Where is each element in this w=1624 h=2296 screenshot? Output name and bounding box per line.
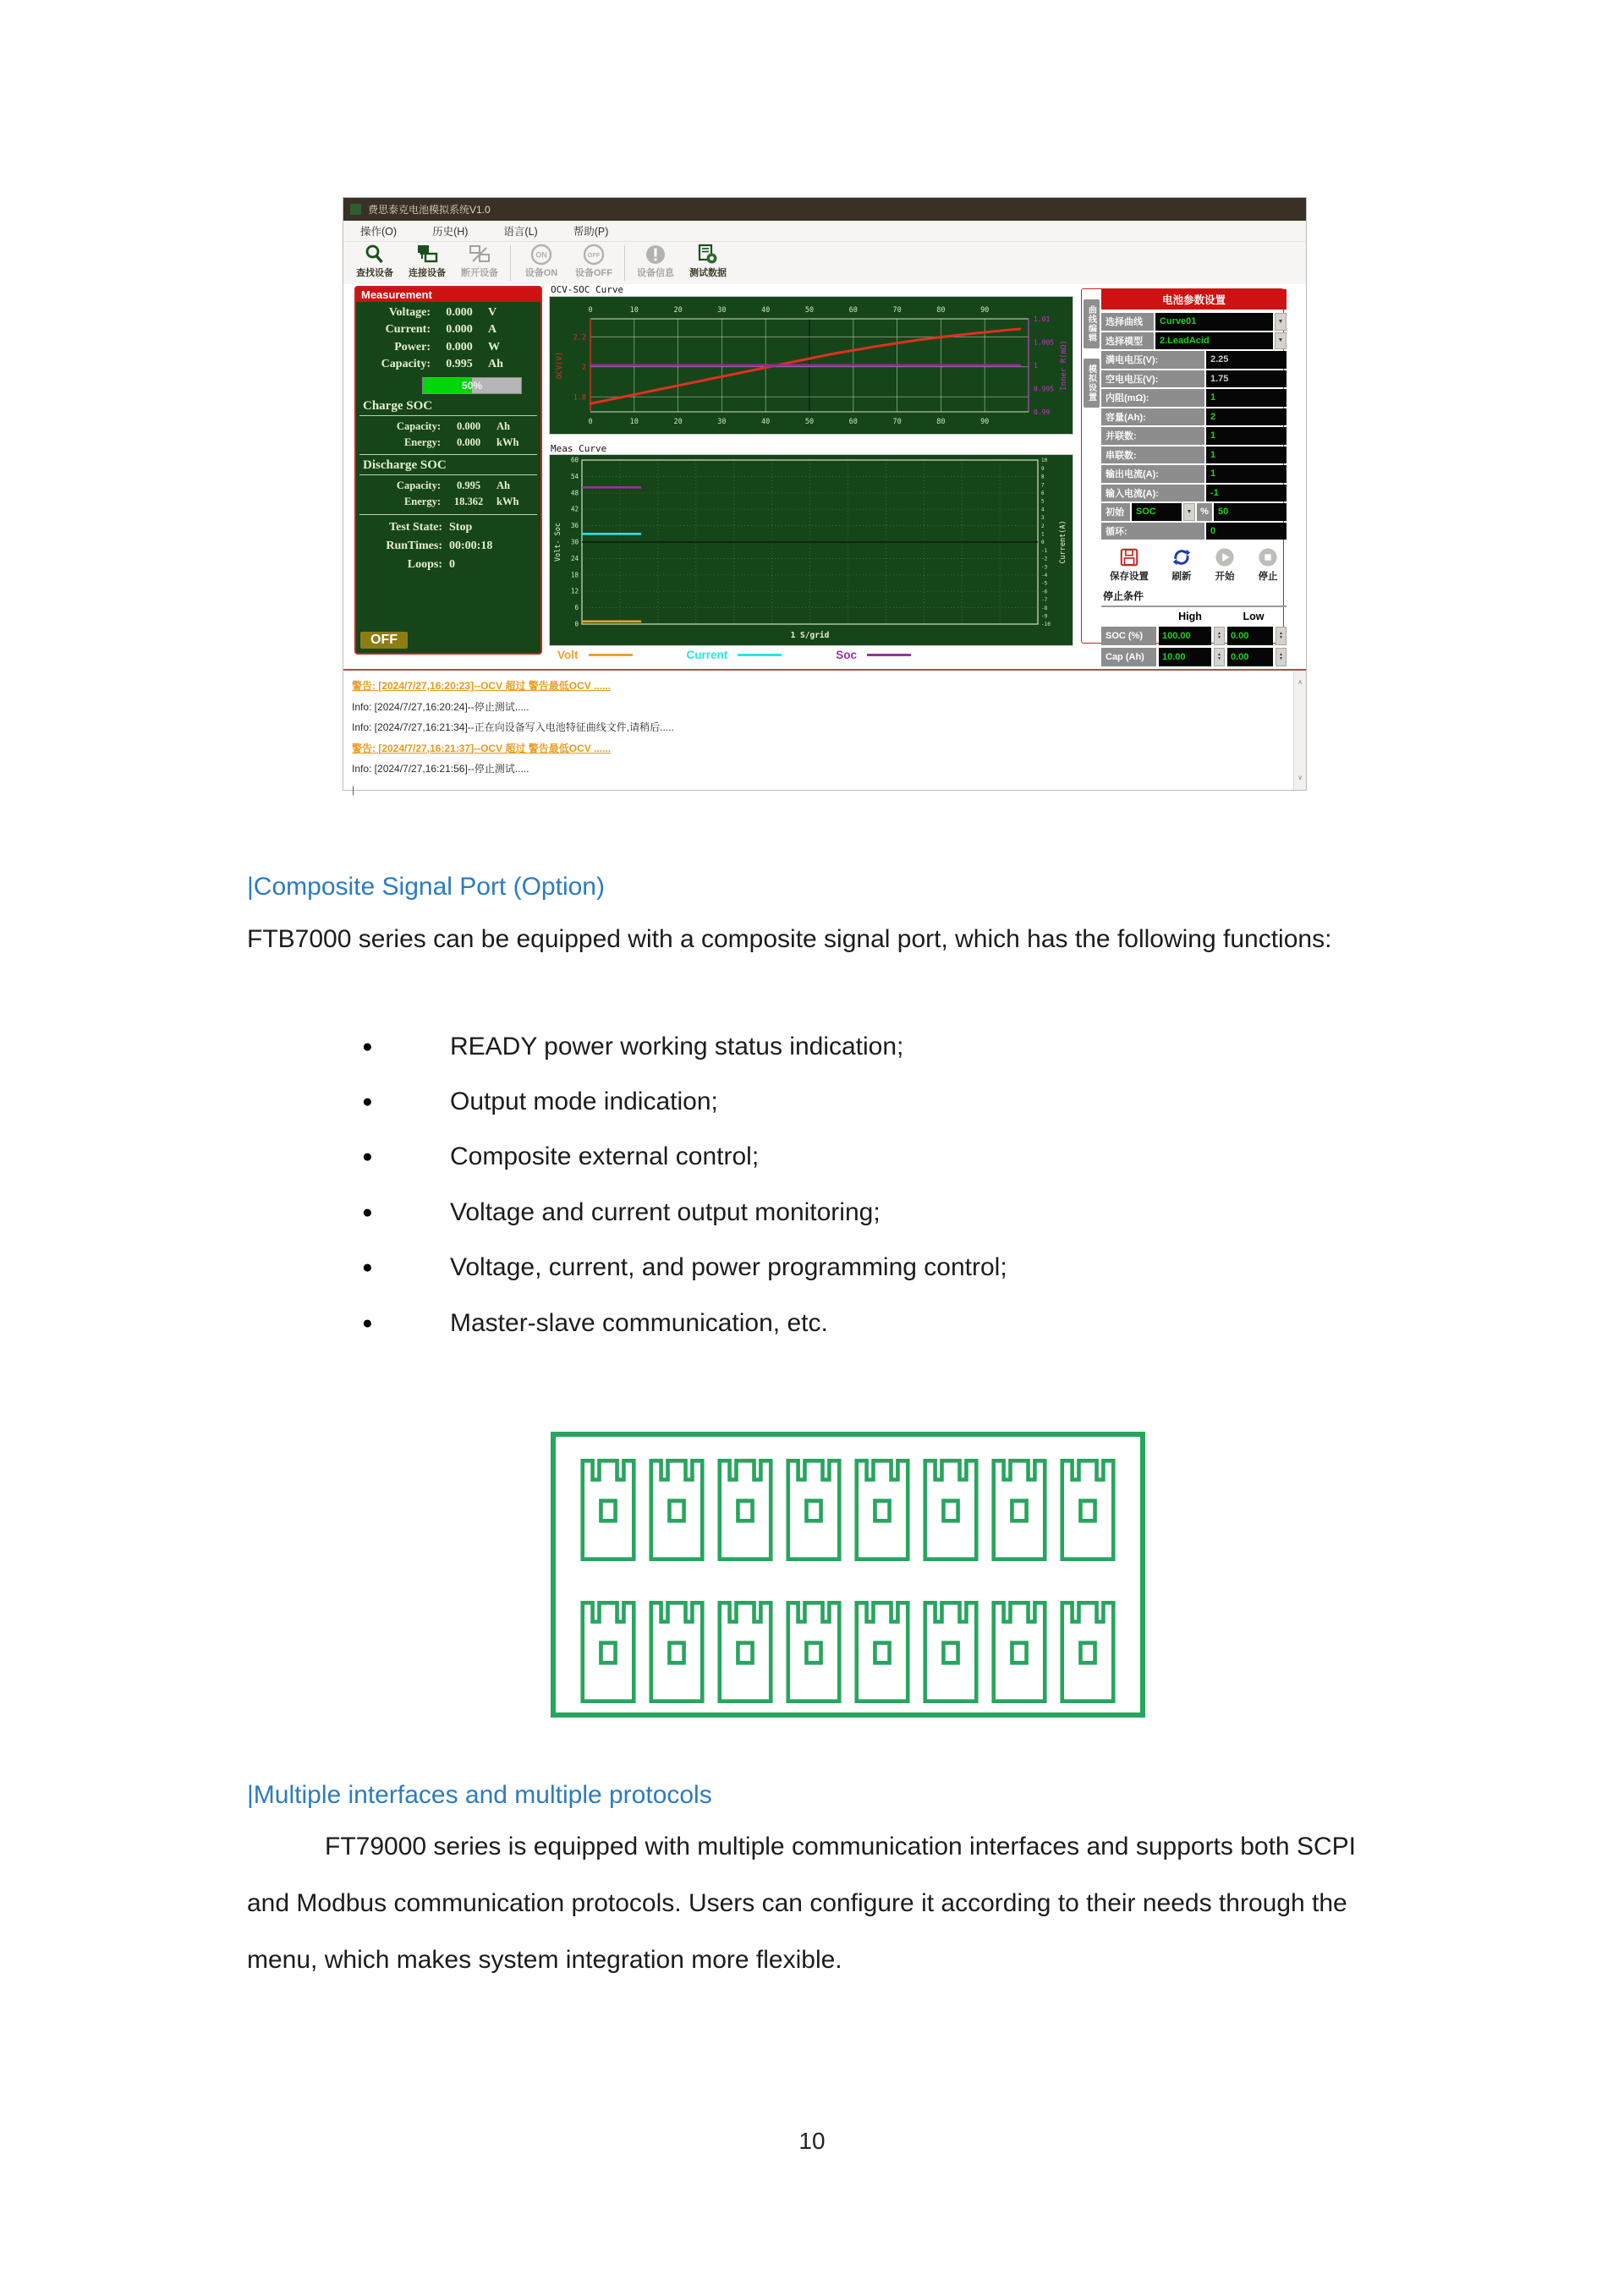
svg-text:10: 10 bbox=[629, 306, 639, 315]
bullet-text: Voltage, current, and power programming control; bbox=[450, 1253, 1007, 1282]
chevron-down-icon[interactable]: ▼ bbox=[1183, 503, 1195, 521]
divider bbox=[359, 415, 537, 416]
svg-text:12: 12 bbox=[570, 587, 579, 595]
toolbar-button-5[interactable] bbox=[629, 244, 682, 279]
row-label: Capacity: bbox=[396, 479, 441, 491]
svg-text:-3: -3 bbox=[1041, 564, 1048, 571]
svg-text:1 S/grid: 1 S/grid bbox=[790, 631, 830, 640]
svg-text:OFF: OFF bbox=[587, 251, 601, 259]
svg-text:Volt- Soc: Volt- Soc bbox=[554, 522, 562, 562]
composite-port-connector-diagram bbox=[550, 1431, 1146, 1718]
settings-value-field[interactable]: 1 bbox=[1206, 465, 1287, 483]
settings-label: 输出电流(A): bbox=[1101, 465, 1204, 483]
toolbar-button-3[interactable] bbox=[515, 244, 568, 279]
svg-text:70: 70 bbox=[892, 418, 902, 426]
svg-text:0: 0 bbox=[1041, 540, 1045, 546]
toolbar-button-2[interactable] bbox=[453, 244, 506, 279]
charge-soc-header: Charge SOC bbox=[363, 399, 433, 413]
divider bbox=[359, 454, 537, 455]
save-icon bbox=[1119, 547, 1139, 567]
spinner-control[interactable]: ▲ ▼ bbox=[1276, 648, 1287, 666]
bullet-text: Master-slave communication, etc. bbox=[450, 1308, 828, 1337]
toolbar-button-0[interactable] bbox=[348, 244, 401, 279]
soc-progress-bar bbox=[422, 377, 522, 394]
settings-row-5 bbox=[1101, 408, 1287, 426]
settings-row-8 bbox=[1101, 465, 1287, 483]
connect-icon bbox=[416, 244, 438, 266]
settings-button-label: 刷新 bbox=[1171, 572, 1192, 582]
row-label: Energy: bbox=[403, 496, 441, 507]
measurement-row bbox=[356, 492, 540, 508]
list-item bbox=[362, 1130, 1007, 1185]
svg-text:1.8: 1.8 bbox=[573, 393, 586, 403]
spacer bbox=[1101, 611, 1157, 622]
app-title: 费思泰克电池模拟系统V1.0 bbox=[368, 204, 491, 216]
svg-text:30: 30 bbox=[717, 306, 727, 315]
menu-item-1[interactable]: 历史(H) bbox=[432, 226, 469, 238]
measurement-row bbox=[356, 337, 540, 354]
row-value: 0.000 bbox=[446, 305, 473, 319]
svg-text:3: 3 bbox=[1041, 515, 1045, 522]
bullet-icon: ● bbox=[362, 1312, 373, 1333]
divider bbox=[359, 514, 537, 515]
settings-dropdown[interactable]: Curve01 bbox=[1155, 313, 1273, 331]
charts-column bbox=[549, 284, 1072, 669]
toolbar bbox=[343, 242, 1306, 285]
settings-button-label: 停止 bbox=[1258, 572, 1278, 582]
page-number: 10 bbox=[798, 2128, 826, 2154]
discharge-soc-header: Discharge SOC bbox=[363, 458, 447, 472]
settings-tab-0[interactable]: 曲线编辑 bbox=[1084, 299, 1100, 348]
row-unit: kWh bbox=[497, 436, 519, 448]
svg-text:40: 40 bbox=[761, 306, 771, 315]
settings-label: 选择曲线 bbox=[1101, 313, 1154, 331]
section-heading-multiple-interfaces: |Multiple interfaces and multiple protocols bbox=[247, 1781, 712, 1809]
app-main bbox=[343, 284, 1306, 669]
settings-value-field[interactable]: 1 bbox=[1206, 389, 1287, 407]
row-unit: A bbox=[488, 323, 497, 336]
feature-bullet-list bbox=[362, 1019, 1007, 1351]
svg-text:54: 54 bbox=[570, 472, 579, 480]
menu-item-2[interactable]: 语言(L) bbox=[503, 226, 538, 238]
row-unit: Ah bbox=[497, 420, 510, 432]
svg-text:60: 60 bbox=[848, 418, 858, 426]
settings-label: 输入电流(A): bbox=[1101, 485, 1204, 502]
row-unit: Ah bbox=[488, 358, 503, 370]
svg-text:7: 7 bbox=[1041, 482, 1045, 489]
soc-progress-label: 50% bbox=[461, 380, 483, 392]
svg-text:1: 1 bbox=[1041, 531, 1045, 538]
toolbar-button-6[interactable] bbox=[682, 244, 734, 279]
svg-text:ON: ON bbox=[535, 250, 547, 260]
stop-icon bbox=[1258, 547, 1278, 567]
svg-text:0: 0 bbox=[588, 418, 593, 426]
svg-text:50: 50 bbox=[804, 418, 815, 426]
row-value: 0.000 bbox=[456, 420, 481, 432]
menu-item-0[interactable]: 操作(O) bbox=[360, 226, 398, 238]
svg-text:90: 90 bbox=[980, 418, 990, 426]
low-column-label: Low bbox=[1243, 611, 1265, 622]
svg-text:Inner R(mΩ): Inner R(mΩ) bbox=[1060, 340, 1068, 391]
toolbar-button-label: 设备ON bbox=[524, 268, 558, 278]
toolbar-button-label: 测试数据 bbox=[689, 268, 727, 278]
svg-text:20: 20 bbox=[673, 306, 683, 315]
settings-value-field[interactable]: 0 bbox=[1206, 523, 1287, 540]
settings-label: 初始 bbox=[1101, 503, 1130, 521]
settings-tab-1[interactable]: 模拟设置 bbox=[1084, 359, 1100, 408]
list-item bbox=[362, 1241, 1007, 1296]
row-value: 0 bbox=[449, 558, 455, 571]
measurement-rows bbox=[356, 302, 540, 371]
settings-row-10 bbox=[1101, 503, 1287, 521]
svg-text:70: 70 bbox=[892, 306, 902, 315]
svg-text:50: 50 bbox=[804, 306, 815, 315]
svg-text:0.99: 0.99 bbox=[1034, 408, 1051, 416]
svg-text:80: 80 bbox=[936, 418, 946, 426]
svg-text:Current(A): Current(A) bbox=[1059, 520, 1067, 564]
svg-text:40: 40 bbox=[761, 418, 771, 426]
row-value: 0.995 bbox=[456, 479, 481, 491]
svg-text:-2: -2 bbox=[1041, 556, 1048, 562]
settings-value-field[interactable]: 2 bbox=[1206, 408, 1287, 426]
output-off-badge: OFF bbox=[360, 632, 408, 649]
svg-text:20: 20 bbox=[673, 418, 683, 426]
log-lines bbox=[352, 676, 1289, 780]
paragraph-ftb7000: FTB7000 series can be equipped with a composite signal port, which has the following functions: bbox=[247, 925, 1332, 953]
settings-row-4 bbox=[1101, 389, 1287, 407]
stop-conditions-title: 停止条件 bbox=[1101, 586, 1287, 607]
svg-text:90: 90 bbox=[980, 306, 990, 315]
svg-text:-4: -4 bbox=[1041, 573, 1048, 578]
row-label: Loops: bbox=[407, 558, 442, 571]
measurement-row bbox=[356, 320, 540, 337]
svg-text:6: 6 bbox=[1041, 490, 1045, 496]
row-label: RunTimes: bbox=[386, 540, 442, 552]
low-value-field[interactable]: 0.00 bbox=[1227, 627, 1273, 645]
battery-sim-app-window bbox=[343, 197, 1307, 796]
settings-label: 空电电压(V): bbox=[1101, 370, 1204, 388]
toolbar-button-label: 连接设备 bbox=[409, 268, 446, 278]
row-unit: W bbox=[488, 340, 500, 353]
svg-text:60: 60 bbox=[570, 456, 579, 464]
meas-chart bbox=[549, 454, 1073, 646]
settings-dropdown[interactable]: 2.LeadAcid bbox=[1155, 332, 1273, 350]
toolbar-separator bbox=[510, 245, 511, 281]
bullet-text: READY power working status indication; bbox=[450, 1032, 904, 1060]
list-item bbox=[362, 1296, 1007, 1351]
battery-settings-panel bbox=[1081, 288, 1284, 662]
list-item bbox=[362, 1019, 1007, 1074]
svg-text:2: 2 bbox=[1041, 523, 1045, 529]
log-scrollbar[interactable] bbox=[1293, 671, 1306, 790]
settings-label: 容量(Ah): bbox=[1101, 408, 1204, 426]
svg-text:24: 24 bbox=[570, 554, 579, 562]
svg-text:10: 10 bbox=[629, 418, 639, 426]
measurement-row bbox=[356, 433, 540, 449]
row-label: Voltage: bbox=[388, 305, 431, 319]
svg-text:0.995: 0.995 bbox=[1034, 385, 1055, 393]
start-icon bbox=[1215, 547, 1235, 567]
measurement-row bbox=[356, 534, 540, 553]
svg-text:8: 8 bbox=[1041, 474, 1045, 480]
legend-label: Volt bbox=[557, 649, 579, 661]
settings-button-label: 保存设置 bbox=[1110, 572, 1149, 582]
row-label: Power: bbox=[394, 340, 431, 353]
log-warning-line: 警告: [2024/7/27,16:21:37]--OCV 超过 警告最低OCV ...... bbox=[352, 742, 612, 754]
svg-text:48: 48 bbox=[570, 489, 579, 497]
bullet-text: Voltage and current output monitoring; bbox=[450, 1197, 881, 1226]
svg-text:4: 4 bbox=[1041, 507, 1045, 513]
measurement-row bbox=[356, 417, 540, 433]
settings-tabs bbox=[1082, 289, 1100, 666]
search-icon bbox=[364, 244, 386, 266]
device-info-icon bbox=[645, 244, 667, 266]
svg-text:-7: -7 bbox=[1041, 597, 1048, 604]
svg-text:9: 9 bbox=[1041, 465, 1045, 472]
row-value: 0.000 bbox=[456, 436, 481, 448]
chevron-down-icon[interactable]: ▼ bbox=[1275, 332, 1287, 350]
row-label: Test State: bbox=[389, 521, 442, 534]
settings-row-0 bbox=[1101, 313, 1287, 331]
svg-text:18: 18 bbox=[570, 571, 579, 579]
percent-label: % bbox=[1197, 503, 1212, 521]
meas-chart-legend bbox=[557, 649, 911, 661]
toolbar-button-label: 断开设备 bbox=[461, 268, 498, 278]
log-warning-line: 警告: [2024/7/27,16:20:23]--OCV 超过 警告最低OCV ...... bbox=[352, 680, 612, 692]
divider bbox=[359, 474, 537, 475]
legend-line-swatch bbox=[589, 654, 633, 656]
menu-item-3[interactable]: 帮助(P) bbox=[573, 226, 609, 238]
test-state-rows bbox=[356, 516, 540, 572]
settings-button-1[interactable] bbox=[1171, 547, 1192, 583]
svg-text:60: 60 bbox=[848, 306, 858, 315]
measurement-row bbox=[356, 553, 540, 572]
spinner-control[interactable]: ▲ ▼ bbox=[1276, 627, 1287, 645]
spinner-control[interactable]: ▲ ▼ bbox=[1214, 648, 1225, 666]
settings-button-0[interactable] bbox=[1110, 547, 1149, 583]
bullet-text: Composite external control; bbox=[450, 1143, 760, 1171]
measurement-header: Measurement bbox=[356, 288, 540, 302]
device-off-icon bbox=[583, 244, 605, 266]
row-unit: kWh bbox=[497, 496, 519, 507]
settings-label: 并联数: bbox=[1101, 427, 1204, 445]
test-data-icon bbox=[697, 244, 719, 266]
app-icon bbox=[350, 204, 361, 215]
svg-text:0: 0 bbox=[574, 620, 579, 628]
measurement-panel bbox=[354, 286, 542, 655]
bullet-icon: ● bbox=[362, 1036, 373, 1056]
svg-text:-8: -8 bbox=[1041, 605, 1048, 611]
list-item bbox=[362, 1185, 1007, 1240]
svg-text:2.2: 2.2 bbox=[573, 333, 586, 342]
settings-row-7 bbox=[1101, 447, 1287, 464]
settings-rows bbox=[1101, 313, 1287, 540]
ocv-soc-chart bbox=[549, 296, 1073, 435]
log-info-line: Info: [2024/7/27,16:21:34]--正在向设备写入电池特征曲线文件,请稍后..... bbox=[352, 721, 674, 733]
chevron-down-icon[interactable]: ▼ bbox=[1275, 313, 1287, 331]
bullet-icon: ● bbox=[362, 1092, 373, 1112]
svg-text:5: 5 bbox=[1041, 498, 1045, 505]
charge-soc-rows bbox=[356, 417, 540, 449]
menu-bar bbox=[343, 221, 1306, 242]
list-item bbox=[362, 1074, 1007, 1129]
settings-value-field[interactable]: 1.75 bbox=[1206, 370, 1287, 388]
row-unit: V bbox=[488, 305, 497, 319]
settings-header: 电池参数设置 bbox=[1101, 289, 1287, 310]
settings-label: 内阻(mΩ): bbox=[1101, 389, 1204, 407]
settings-label: 循环: bbox=[1101, 523, 1204, 540]
stop-row-label: SOC (%) bbox=[1101, 627, 1156, 645]
row-label: Energy: bbox=[403, 436, 441, 448]
device-on-icon bbox=[530, 244, 552, 266]
stop-condition-row-0 bbox=[1101, 627, 1287, 645]
row-label: Capacity: bbox=[396, 420, 441, 432]
spinner-control[interactable]: ▲ ▼ bbox=[1214, 627, 1225, 645]
svg-text:10: 10 bbox=[1041, 458, 1048, 464]
low-value-field[interactable]: 0.00 bbox=[1227, 648, 1273, 666]
toolbar-button-1[interactable] bbox=[401, 244, 453, 279]
settings-buttons bbox=[1101, 541, 1287, 584]
high-value-field[interactable]: 10.00 bbox=[1159, 648, 1211, 666]
stop-condition-row-1 bbox=[1101, 648, 1287, 666]
settings-row-9 bbox=[1101, 485, 1287, 502]
svg-text:30: 30 bbox=[717, 418, 727, 426]
high-column-label: High bbox=[1178, 611, 1202, 622]
svg-text:-5: -5 bbox=[1041, 580, 1048, 587]
settings-row-6 bbox=[1101, 427, 1287, 445]
svg-text:80: 80 bbox=[936, 306, 946, 315]
paragraph-ft79000: FT79000 series is equipped with multiple communication interfaces and supports both SCPI and Modbus communication protocols. Users can configure it according to their needs through the menu, which makes system integration more flexible. bbox=[247, 1833, 1356, 1974]
bullet-icon: ● bbox=[362, 1202, 373, 1222]
legend-item-current bbox=[687, 649, 782, 661]
settings-value-field[interactable]: -1 bbox=[1206, 485, 1287, 502]
svg-text:36: 36 bbox=[570, 522, 579, 530]
svg-text:30: 30 bbox=[570, 538, 579, 546]
settings-row-3 bbox=[1101, 370, 1287, 388]
bullet-icon: ● bbox=[362, 1258, 373, 1278]
settings-row-1 bbox=[1101, 332, 1287, 350]
legend-item-volt bbox=[557, 649, 633, 661]
legend-label: Current bbox=[686, 649, 728, 661]
settings-value-field[interactable]: 50 bbox=[1214, 503, 1287, 521]
measurement-row bbox=[356, 302, 540, 320]
discharge-soc-rows bbox=[356, 476, 540, 508]
svg-text:6: 6 bbox=[574, 604, 579, 612]
settings-button-2[interactable] bbox=[1215, 547, 1235, 583]
settings-value-field[interactable]: 1 bbox=[1206, 427, 1287, 445]
toolbar-button-label: 设备OFF bbox=[575, 268, 612, 278]
svg-text:1.01: 1.01 bbox=[1034, 315, 1051, 323]
measurement-row bbox=[356, 476, 540, 492]
toolbar-button-label: 查找设备 bbox=[356, 268, 393, 278]
row-label: Capacity: bbox=[381, 358, 431, 370]
bullet-text: Output mode indication; bbox=[450, 1088, 718, 1116]
stop-row-label: Cap (Ah) bbox=[1101, 648, 1156, 666]
text-caret: | bbox=[352, 783, 355, 796]
high-low-header bbox=[1101, 609, 1287, 622]
row-value: 18.362 bbox=[453, 496, 484, 507]
svg-text:1: 1 bbox=[1034, 362, 1038, 370]
row-value: 00:00:18 bbox=[449, 540, 493, 552]
measurement-row bbox=[356, 354, 540, 372]
settings-value-field[interactable]: 1 bbox=[1206, 447, 1287, 464]
toolbar-button-4[interactable] bbox=[568, 244, 620, 279]
app-titlebar bbox=[343, 198, 1306, 221]
refresh-icon bbox=[1171, 547, 1192, 567]
row-value: 0.000 bbox=[446, 340, 473, 353]
row-unit: Ah bbox=[497, 479, 510, 491]
scroll-up-icon[interactable]: ∧ bbox=[1298, 678, 1303, 686]
scroll-down-icon[interactable]: ∨ bbox=[1298, 773, 1303, 781]
settings-row-11 bbox=[1101, 523, 1287, 540]
measurement-row bbox=[356, 516, 540, 534]
legend-line-swatch bbox=[738, 654, 782, 656]
svg-text:OCV(V): OCV(V) bbox=[556, 351, 564, 380]
stop-condition-rows bbox=[1101, 624, 1287, 666]
log-info-line: Info: [2024/7/27,16:20:24]--停止测试..... bbox=[352, 700, 529, 713]
settings-button-label: 开始 bbox=[1215, 572, 1235, 582]
ocv-soc-chart-title: OCV-SOC Curve bbox=[551, 284, 624, 295]
settings-label: 串联数: bbox=[1101, 447, 1204, 464]
bullet-icon: ● bbox=[362, 1147, 373, 1167]
soc-option-dropdown[interactable]: SOC bbox=[1132, 503, 1182, 521]
row-value: Stop bbox=[449, 521, 473, 534]
disconnect-icon bbox=[469, 244, 491, 266]
svg-text:2: 2 bbox=[581, 363, 586, 372]
meas-chart-title: Meas Curve bbox=[551, 443, 607, 454]
toolbar-separator bbox=[624, 245, 625, 281]
section-heading-composite-signal-port: |Composite Signal Port (Option) bbox=[247, 873, 605, 901]
legend-line-swatch bbox=[867, 654, 911, 656]
settings-button-3[interactable] bbox=[1258, 547, 1278, 583]
legend-item-soc bbox=[836, 649, 911, 661]
high-value-field[interactable]: 100.00 bbox=[1159, 627, 1211, 645]
row-value: 0.995 bbox=[446, 358, 473, 370]
settings-label: 选择模型 bbox=[1101, 332, 1154, 350]
svg-text:1.005: 1.005 bbox=[1034, 338, 1055, 347]
svg-text:-9: -9 bbox=[1041, 613, 1048, 620]
row-value: 0.000 bbox=[446, 323, 473, 336]
row-label: Current: bbox=[385, 323, 431, 336]
log-info-line: Info: [2024/7/27,16:21:56]--停止测试..... bbox=[352, 763, 529, 775]
settings-row-2 bbox=[1101, 351, 1287, 369]
svg-text:-6: -6 bbox=[1041, 589, 1048, 595]
settings-content bbox=[1100, 289, 1289, 666]
svg-text:42: 42 bbox=[570, 505, 579, 513]
toolbar-button-label: 设备信息 bbox=[637, 268, 674, 278]
log-area bbox=[343, 669, 1306, 796]
svg-text:0: 0 bbox=[588, 306, 593, 315]
settings-value-field[interactable]: 2.25 bbox=[1206, 351, 1287, 369]
settings-label: 满电电压(V): bbox=[1101, 351, 1204, 369]
svg-text:-10: -10 bbox=[1041, 622, 1051, 628]
legend-label: Soc bbox=[836, 649, 858, 661]
svg-text:-1: -1 bbox=[1041, 547, 1048, 554]
